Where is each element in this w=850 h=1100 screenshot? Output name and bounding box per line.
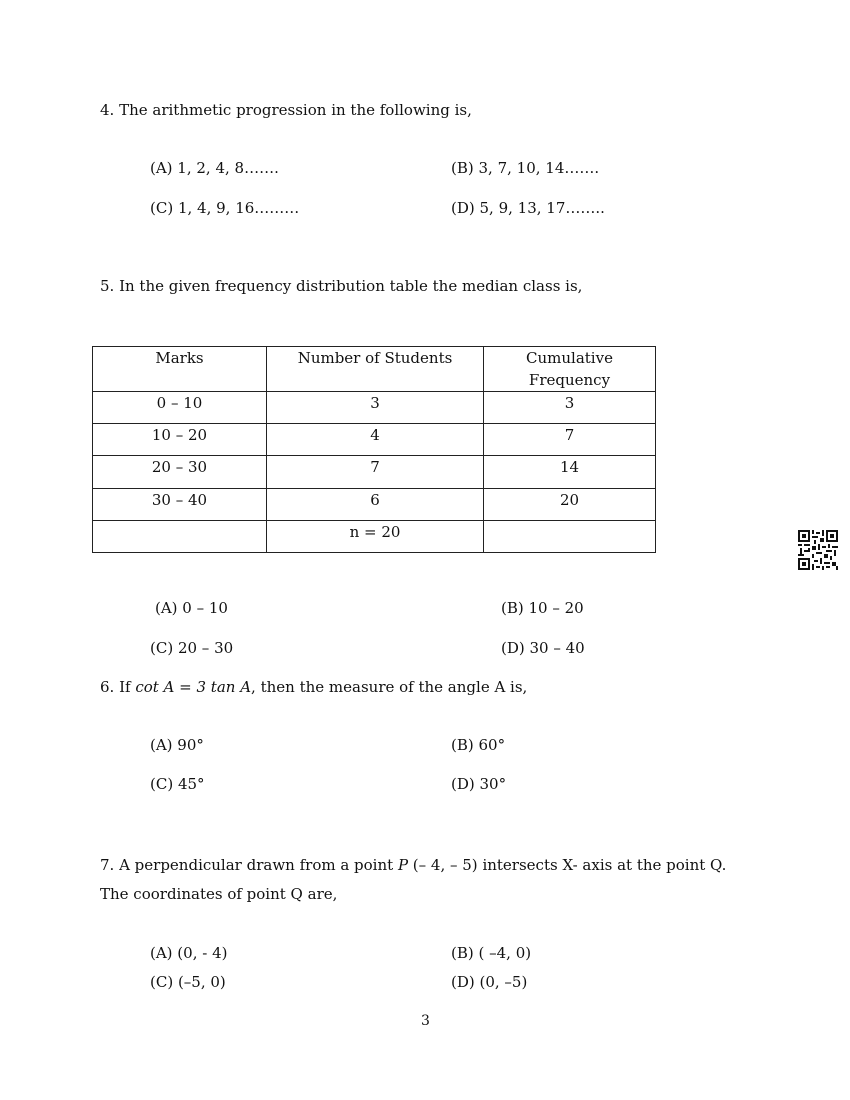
table-cell: 6 bbox=[267, 489, 484, 521]
q7-point-label: P bbox=[397, 856, 409, 874]
table-header-cell: Cumulative Frequency bbox=[484, 347, 656, 392]
q5-option-b: (B) 10 – 20 bbox=[501, 599, 584, 617]
table-cell bbox=[484, 521, 656, 553]
table-cell: 0 – 10 bbox=[93, 392, 267, 424]
page-number: 3 bbox=[421, 1013, 430, 1029]
table-cell: n = 20 bbox=[267, 521, 484, 553]
q6-option-a: (A) 90° bbox=[150, 736, 204, 754]
question-7-text bbox=[100, 856, 726, 874]
question-4-text: 4. The arithmetic progression in the following is, bbox=[100, 101, 472, 119]
table-cell: 7 bbox=[484, 424, 656, 456]
q4-option-c: (C) 1, 4, 9, 16……… bbox=[150, 199, 300, 217]
frequency-table bbox=[92, 346, 656, 553]
q6-equation: cot A = 3 tan A bbox=[135, 678, 252, 696]
table-cell: 3 bbox=[484, 392, 656, 424]
table-cell: 20 bbox=[484, 489, 656, 521]
table-header-cell: Marks bbox=[93, 347, 267, 392]
q5-option-d: (D) 30 – 40 bbox=[501, 639, 585, 657]
q7-option-d: (D) (0, –5) bbox=[451, 973, 528, 991]
q7-option-c: (C) (–5, 0) bbox=[150, 973, 226, 991]
table-header-row bbox=[93, 347, 656, 392]
table-cell: 10 – 20 bbox=[93, 424, 267, 456]
table-cell: 4 bbox=[267, 424, 484, 456]
question-6-text bbox=[100, 678, 527, 696]
question-7-line2: The coordinates of point Q are, bbox=[100, 885, 338, 903]
q7-option-a: (A) (0, - 4) bbox=[150, 944, 228, 962]
q7-suffix: intersects X- axis at the point Q. bbox=[477, 856, 727, 874]
question-5-text: 5. In the given frequency distribution table the median class is, bbox=[100, 277, 583, 295]
q7-option-b: (B) ( –4, 0) bbox=[451, 944, 532, 962]
qr-code-icon bbox=[798, 530, 838, 570]
q5-option-a: (A) 0 – 10 bbox=[155, 599, 228, 617]
q7-coords: (– 4, – 5) bbox=[408, 856, 478, 874]
q4-option-b: (B) 3, 7, 10, 14……. bbox=[451, 159, 600, 177]
table-row bbox=[93, 456, 656, 489]
q6-option-d: (D) 30° bbox=[451, 775, 507, 793]
table-row bbox=[93, 424, 656, 456]
q6-suffix: , then the measure of the angle A is, bbox=[251, 678, 528, 696]
table-total-row bbox=[93, 521, 656, 553]
table-cell: 20 – 30 bbox=[93, 456, 267, 489]
table-cell: 7 bbox=[267, 456, 484, 489]
table-cell: 30 – 40 bbox=[93, 489, 267, 521]
table-cell: 3 bbox=[267, 392, 484, 424]
q4-option-a: (A) 1, 2, 4, 8……. bbox=[150, 159, 279, 177]
table-cell bbox=[93, 521, 267, 553]
table-row bbox=[93, 392, 656, 424]
q6-option-b: (B) 60° bbox=[451, 736, 506, 754]
q6-option-c: (C) 45° bbox=[150, 775, 205, 793]
q5-option-c: (C) 20 – 30 bbox=[150, 639, 234, 657]
q4-option-d: (D) 5, 9, 13, 17…….. bbox=[451, 199, 605, 217]
table-cell: 14 bbox=[484, 456, 656, 489]
q7-prefix: 7. A perpendicular drawn from a point bbox=[100, 856, 398, 874]
table-header-cell: Number of Students bbox=[267, 347, 484, 392]
q6-prefix: 6. If bbox=[100, 678, 136, 696]
table-row bbox=[93, 489, 656, 521]
